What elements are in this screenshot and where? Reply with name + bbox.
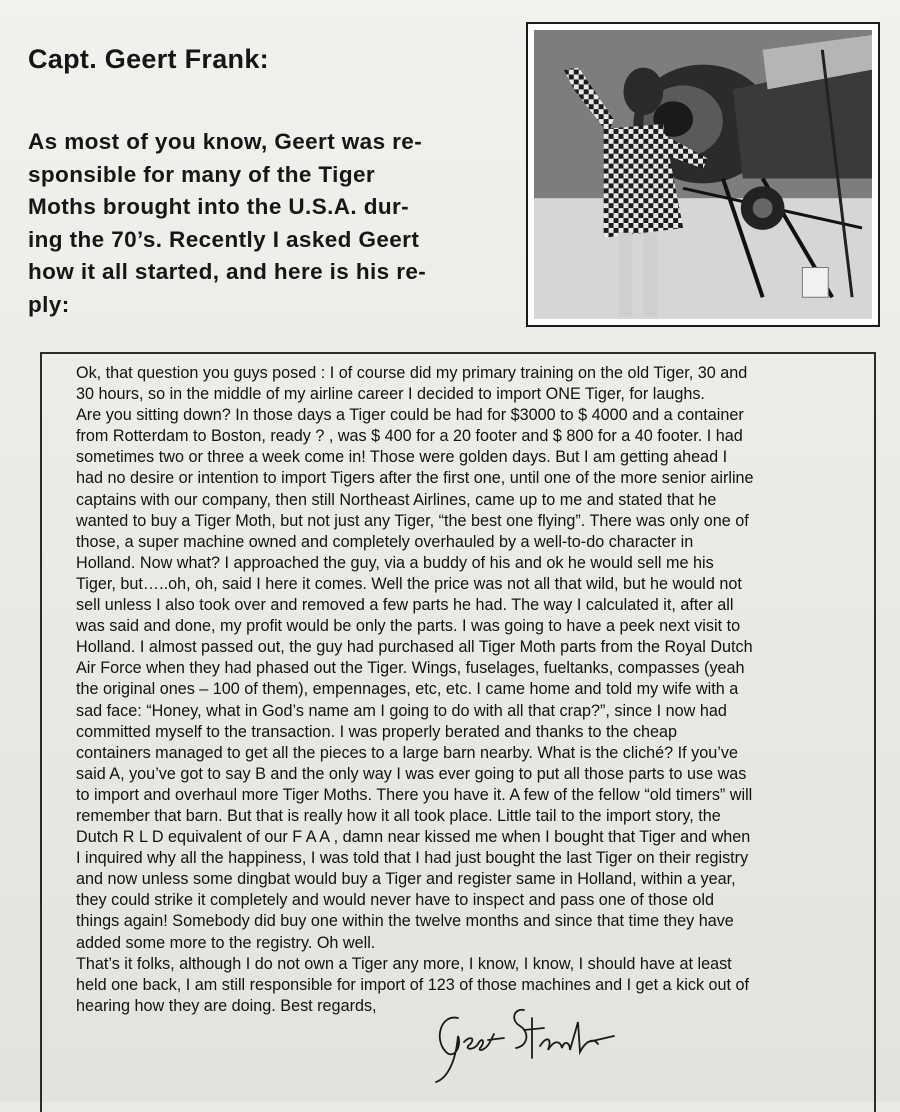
letter-body xyxy=(76,363,866,1017)
article-title: Capt. Geert Frank: xyxy=(28,44,269,74)
letter-line: things again! Somebody did buy one within the twelve months and since that time they have xyxy=(76,912,734,931)
letter-line: from Rotterdam to Boston, ready ? , was $ 400 for a 20 footer and $ 800 for a 40 footer. I had xyxy=(76,427,743,446)
intro-line: ply: xyxy=(28,291,70,317)
letter-line: sometimes two or three a week come in! Those were golden days. But I am getting ahead I xyxy=(76,448,728,467)
letter-line: those, a super machine owned and completely overhauled by a well-to-do character in xyxy=(76,532,694,551)
letter-line: Air Force when they had phased out the Tiger. Wings, fuselages, fueltanks, compasses (yeah xyxy=(76,659,745,678)
intro-paragraph xyxy=(28,126,508,322)
letter-line: the original ones – 100 of them), empennages, etc, etc. I came home and told my wife with a xyxy=(76,680,739,699)
letter-line: added some more to the registry. Oh well. xyxy=(76,933,376,952)
letter-line: Dutch R L D equivalent of our F A A , damn near kissed me when I bought that Tiger and when xyxy=(76,828,751,847)
letter-line: was said and done, my profit would be only the parts. I was going to have a peek next visit to xyxy=(76,617,741,636)
letter-line: hearing how they are doing. Best regards, xyxy=(76,996,377,1015)
letter-line: held one back, I am still responsible for import of 123 of those machines and I get a kick out of xyxy=(76,975,750,994)
letter-line: sell unless I also took over and removed a few parts he had. The way I calculated it, after all xyxy=(76,596,734,615)
letter-line: containers managed to get all the pieces to a large barn nearby. What is the cliché? If you’ve xyxy=(76,743,738,762)
handwritten-signature xyxy=(428,1000,638,1084)
letter-line: Tiger, but…..oh, oh, said I here it comes. Well the price was not all that wild, but he would not xyxy=(76,574,742,593)
signature-graphic xyxy=(428,1000,638,1084)
intro-line: sponsible for many of the Tiger xyxy=(28,161,376,187)
letter-line: wanted to buy a Tiger Moth, but not just any Tiger, “the best one flying”. There was only one of xyxy=(76,511,749,530)
letter-line: Are you sitting down? In those days a Tiger could be had for $3000 to $ 4000 and a container xyxy=(76,406,744,425)
letter-line: to import and overhaul more Tiger Moths. There you have it. A few of the fellow “old timers” will xyxy=(76,785,753,804)
letter-line: Ok, that question you guys posed : I of course did my primary training on the old Tiger, 30 and xyxy=(76,364,748,382)
letter-line: said A, you’ve got to say B and the only way I was ever going to put all those parts to use was xyxy=(76,764,747,783)
letter-line: captains with our company, then still Northeast Airlines, came up to me and stated that he xyxy=(76,490,717,509)
letter-line: committed myself to the transaction. I was properly berated and thanks to the cheap xyxy=(76,722,678,741)
intro-line: how it all started, and here is his re- xyxy=(28,259,427,285)
intro-line: As most of you know, Geert was re- xyxy=(28,129,423,154)
photo-image xyxy=(534,30,872,319)
photo-woman-with-biplane xyxy=(526,22,880,327)
letter-line: had no desire or intention to import Tigers after the first one, until one of the more senior airline xyxy=(76,469,754,488)
letter-line: 30 hours, so in the middle of my airline career I decided to import ONE Tiger, for laughs. xyxy=(76,385,705,404)
letter-line: I inquired why all the happiness, I was told that I had just bought the last Tiger on their registry xyxy=(76,849,749,868)
intro-line: ing the 70’s. Recently I asked Geert xyxy=(28,226,420,252)
letter-line: Holland. Now what? I approached the guy, via a buddy of his and ok he would sell me his xyxy=(76,553,714,572)
letter-line: sad face: “Honey, what in God’s name am I going to do with all that crap?”, since I now had xyxy=(76,701,727,720)
letter-line: That’s it folks, although I do not own a Tiger any more, I know, I know, I should have at least xyxy=(76,954,732,973)
intro-line: Moths brought into the U.S.A. dur- xyxy=(28,194,410,220)
letter-line: they could strike it completely and would never have to inspect and pass one of those old xyxy=(76,891,714,910)
letter-line: remember that barn. But that is really how it all took place. Little tail to the import story, the xyxy=(76,806,721,825)
letter-line: Holland. I almost passed out, the guy had purchased all Tiger Moth parts from the Royal Dutch xyxy=(76,638,753,657)
letter-line: and now unless some dingbat would buy a Tiger and register same in Holland, within a year, xyxy=(76,870,736,889)
